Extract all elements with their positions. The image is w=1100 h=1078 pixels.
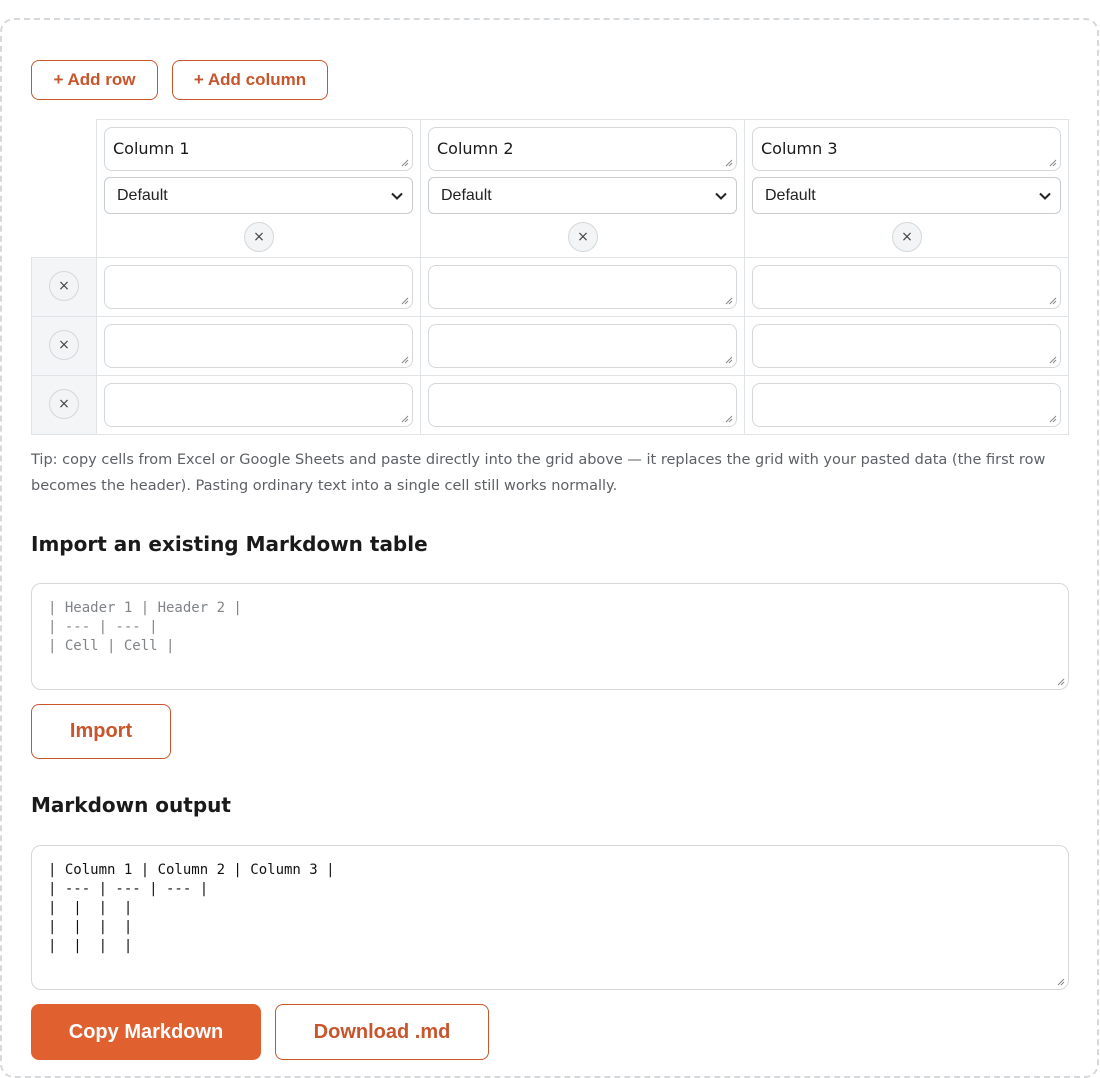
table-row bbox=[32, 376, 1069, 435]
cell-input[interactable] bbox=[752, 324, 1061, 368]
copy-markdown-button[interactable]: Copy Markdown bbox=[31, 1004, 261, 1060]
cell-input[interactable] bbox=[428, 383, 737, 427]
table-cell bbox=[421, 317, 745, 376]
chevron-down-icon bbox=[390, 189, 404, 203]
table-cell bbox=[97, 376, 421, 435]
add-column-button[interactable]: + Add column bbox=[172, 60, 328, 100]
cell-input[interactable] bbox=[428, 324, 737, 368]
cell-input[interactable] bbox=[104, 265, 413, 309]
chevron-down-icon bbox=[714, 189, 728, 203]
remove-column-button-1[interactable]: × bbox=[244, 222, 274, 252]
import-button[interactable]: Import bbox=[31, 704, 171, 759]
header-cell-1 bbox=[97, 120, 421, 258]
table-cell bbox=[421, 258, 745, 317]
row-control bbox=[32, 317, 97, 376]
cell-input[interactable] bbox=[752, 265, 1061, 309]
header-input-1[interactable]: Column 1 bbox=[104, 127, 413, 171]
header-cell-3 bbox=[745, 120, 1069, 258]
table-row bbox=[32, 258, 1069, 317]
cell-input[interactable] bbox=[104, 324, 413, 368]
row-control bbox=[32, 376, 97, 435]
alignment-value-2: Default bbox=[441, 187, 492, 204]
header-input-3[interactable]: Column 3 bbox=[752, 127, 1061, 171]
alignment-value-3: Default bbox=[765, 187, 816, 204]
cell-input[interactable] bbox=[752, 383, 1061, 427]
remove-column-button-2[interactable]: × bbox=[568, 222, 598, 252]
header-row bbox=[32, 120, 1069, 258]
header-cell-2 bbox=[421, 120, 745, 258]
remove-row-button[interactable]: × bbox=[49, 271, 79, 301]
table-cell bbox=[745, 376, 1069, 435]
table-cell bbox=[97, 317, 421, 376]
remove-row-button[interactable]: × bbox=[49, 389, 79, 419]
cell-input[interactable] bbox=[104, 383, 413, 427]
table-cell bbox=[745, 258, 1069, 317]
corner-cell bbox=[32, 120, 97, 258]
import-textarea[interactable]: | Header 1 | Header 2 | | --- | --- | | Cell | Cell | bbox=[31, 583, 1069, 690]
import-heading: Import an existing Markdown table bbox=[31, 532, 428, 556]
table-cell bbox=[421, 376, 745, 435]
table-cell bbox=[745, 317, 1069, 376]
paste-tip: Tip: copy cells from Excel or Google Sheets and paste directly into the grid above — it replaces the grid with your pasted data (the first row becomes the header). Pasting ordinary text into a single cell still works normally. bbox=[31, 452, 1046, 494]
markdown-output[interactable]: | Column 1 | Column 2 | Column 3 | | --- | --- | --- | | | | | | | | | | | | | bbox=[31, 845, 1069, 990]
download-md-button[interactable]: Download .md bbox=[275, 1004, 489, 1060]
row-control bbox=[32, 258, 97, 317]
add-row-button[interactable]: + Add row bbox=[31, 60, 158, 100]
alignment-select-2[interactable] bbox=[428, 177, 737, 214]
output-heading: Markdown output bbox=[31, 793, 231, 817]
remove-column-button-3[interactable]: × bbox=[892, 222, 922, 252]
alignment-value-1: Default bbox=[117, 187, 168, 204]
header-input-2[interactable]: Column 2 bbox=[428, 127, 737, 171]
chevron-down-icon bbox=[1038, 189, 1052, 203]
table-grid bbox=[31, 119, 1069, 435]
table-row bbox=[32, 317, 1069, 376]
alignment-select-3[interactable] bbox=[752, 177, 1061, 214]
table-cell bbox=[97, 258, 421, 317]
cell-input[interactable] bbox=[428, 265, 737, 309]
alignment-select-1[interactable] bbox=[104, 177, 413, 214]
remove-row-button[interactable]: × bbox=[49, 330, 79, 360]
